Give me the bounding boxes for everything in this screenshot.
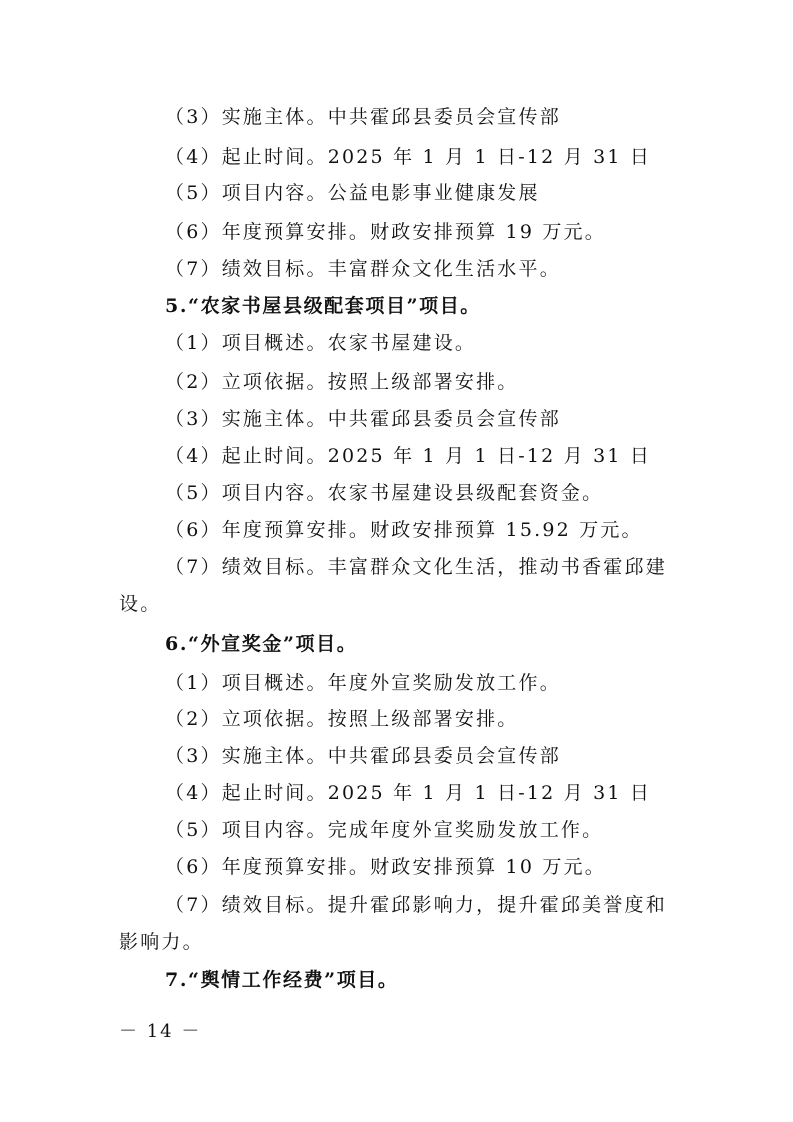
section-heading: 6.“外宣奖金”项目。 — [165, 633, 358, 655]
list-item: （1）项目概述。农家书屋建设。 — [165, 332, 477, 354]
list-item: （1）项目概述。年度外宣奖励发放工作。 — [165, 672, 561, 694]
list-item: （6）年度预算安排。财政安排预算 10 万元。 — [165, 856, 606, 878]
list-item: （5）项目内容。完成年度外宣奖励发放工作。 — [165, 819, 604, 841]
list-item-continuation: 影响力。 — [119, 931, 204, 953]
list-item: （2）立项依据。按照上级部署安排。 — [165, 708, 519, 730]
list-item: （2）立项依据。按照上级部署安排。 — [165, 371, 519, 393]
list-item: （4）起止时间。2025 年 1 月 1 日-12 月 31 日 — [165, 445, 652, 467]
list-item: （5）项目内容。公益电影事业健康发展 — [165, 182, 540, 204]
list-item: （6）年度预算安排。财政安排预算 15.92 万元。 — [165, 519, 643, 541]
list-item: （7）绩效目标。丰富群众文化生活，推动书香霍邱建 — [165, 556, 667, 578]
list-item: （3）实施主体。中共霍邱县委员会宣传部 — [165, 106, 561, 128]
section-heading: 5.“农家书屋县级配套项目”项目。 — [165, 295, 481, 317]
page-number: － 14 － — [119, 1021, 202, 1042]
list-item: （4）起止时间。2025 年 1 月 1 日-12 月 31 日 — [165, 782, 652, 804]
list-item: （3）实施主体。中共霍邱县委员会宣传部 — [165, 408, 561, 430]
list-item: （6）年度预算安排。财政安排预算 19 万元。 — [165, 221, 606, 243]
list-item: （7）绩效目标。提升霍邱影响力，提升霍邱美誉度和 — [165, 894, 667, 916]
list-item: （3）实施主体。中共霍邱县委员会宣传部 — [165, 745, 561, 767]
list-item: （7）绩效目标。丰富群众文化生活水平。 — [165, 258, 561, 280]
list-item-continuation: 设。 — [119, 593, 162, 615]
list-item: （4）起止时间。2025 年 1 月 1 日-12 月 31 日 — [165, 146, 652, 168]
list-item: （5）项目内容。农家书屋建设县级配套资金。 — [165, 482, 604, 504]
section-heading: 7.“舆情工作经费”项目。 — [165, 969, 399, 991]
